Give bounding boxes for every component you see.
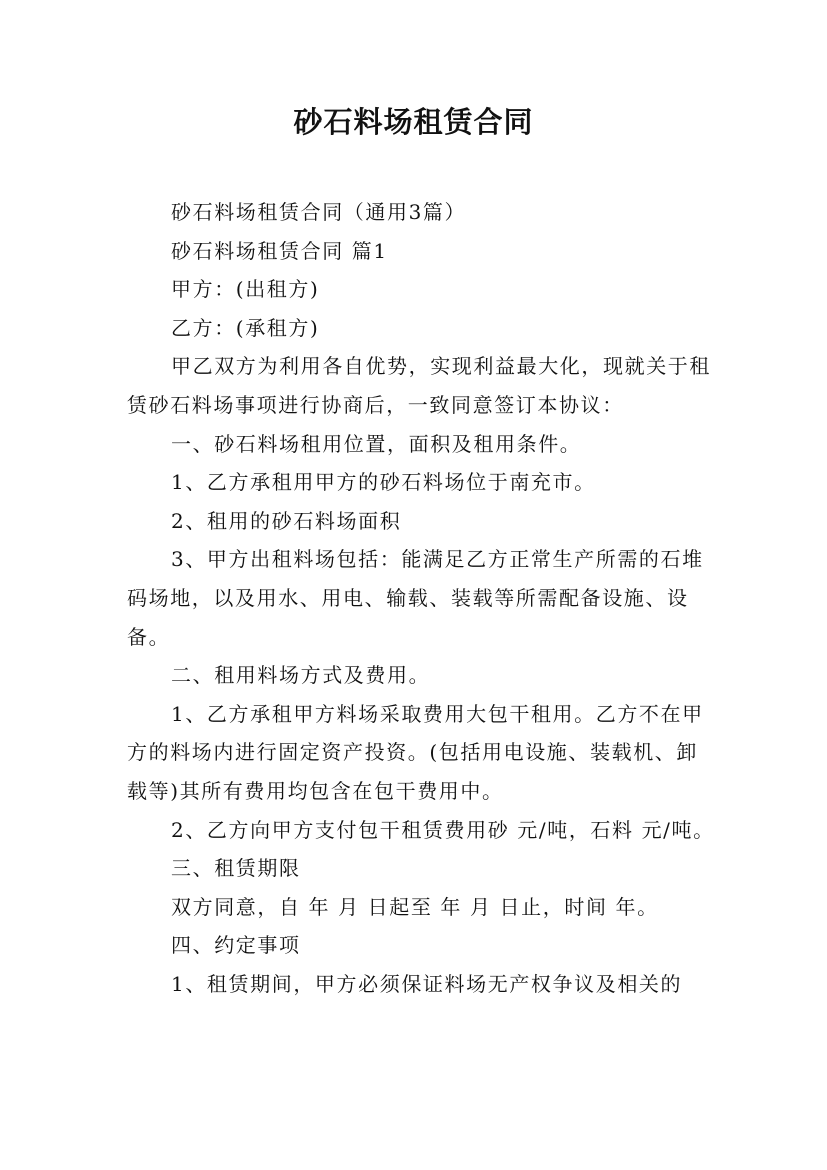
paragraph-clause-1-2: 2、租用的砂石料场面积 [171, 508, 402, 533]
paragraph-article-4: 四、约定事项 [171, 933, 301, 958]
paragraph-party-a: 甲方：(出租方) [171, 277, 320, 302]
paragraph-section-heading: 砂石料场租赁合同 篇1 [171, 238, 388, 263]
paragraph-clause-2-1: 1、乙方承租甲方料场采取费用大包干租用。乙方不在甲方的料场内进行固定资产投资。(包括用电设施、装载机、卸载等)其所有费用均包含在包干费用中。 [127, 701, 704, 803]
paragraph-term: 双方同意，自 年 月 日起至 年 月 日止，时间 年。 [171, 894, 659, 919]
paragraph-party-b: 乙方：(承租方) [171, 315, 320, 340]
paragraph-clause-2-2: 2、乙方向甲方支付包干租赁费用砂 元/吨，石料 元/吨。 [171, 817, 715, 842]
paragraph-article-2: 二、租用料场方式及费用。 [171, 663, 431, 688]
paragraph-clause-1-3: 3、甲方出租料场包括：能满足乙方正常生产所需的石堆码场地，以及用水、用电、输载、装载等所需配备设施、设备。 [127, 547, 704, 649]
document-title: 砂石料场租赁合同 [293, 105, 534, 139]
paragraph-article-3: 三、租赁期限 [171, 856, 301, 881]
paragraph-subtitle: 砂石料场租赁合同（通用3篇） [171, 200, 467, 224]
document-body [127, 193, 717, 1003]
paragraph-clause-4-1: 1、租赁期间，甲方必须保证料场无产权争议及相关的 [171, 971, 683, 996]
paragraph-preamble: 甲乙双方为利用各自优势，实现利益最大化，现就关于租赁砂石料场事项进行协商后，一致同意签订本协议： [127, 354, 711, 417]
paragraph-article-1: 一、砂石料场租用位置，面积及租用条件。 [171, 431, 582, 456]
paragraph-clause-1-1: 1、乙方承租用甲方的砂石料场位于南充市。 [171, 470, 596, 495]
